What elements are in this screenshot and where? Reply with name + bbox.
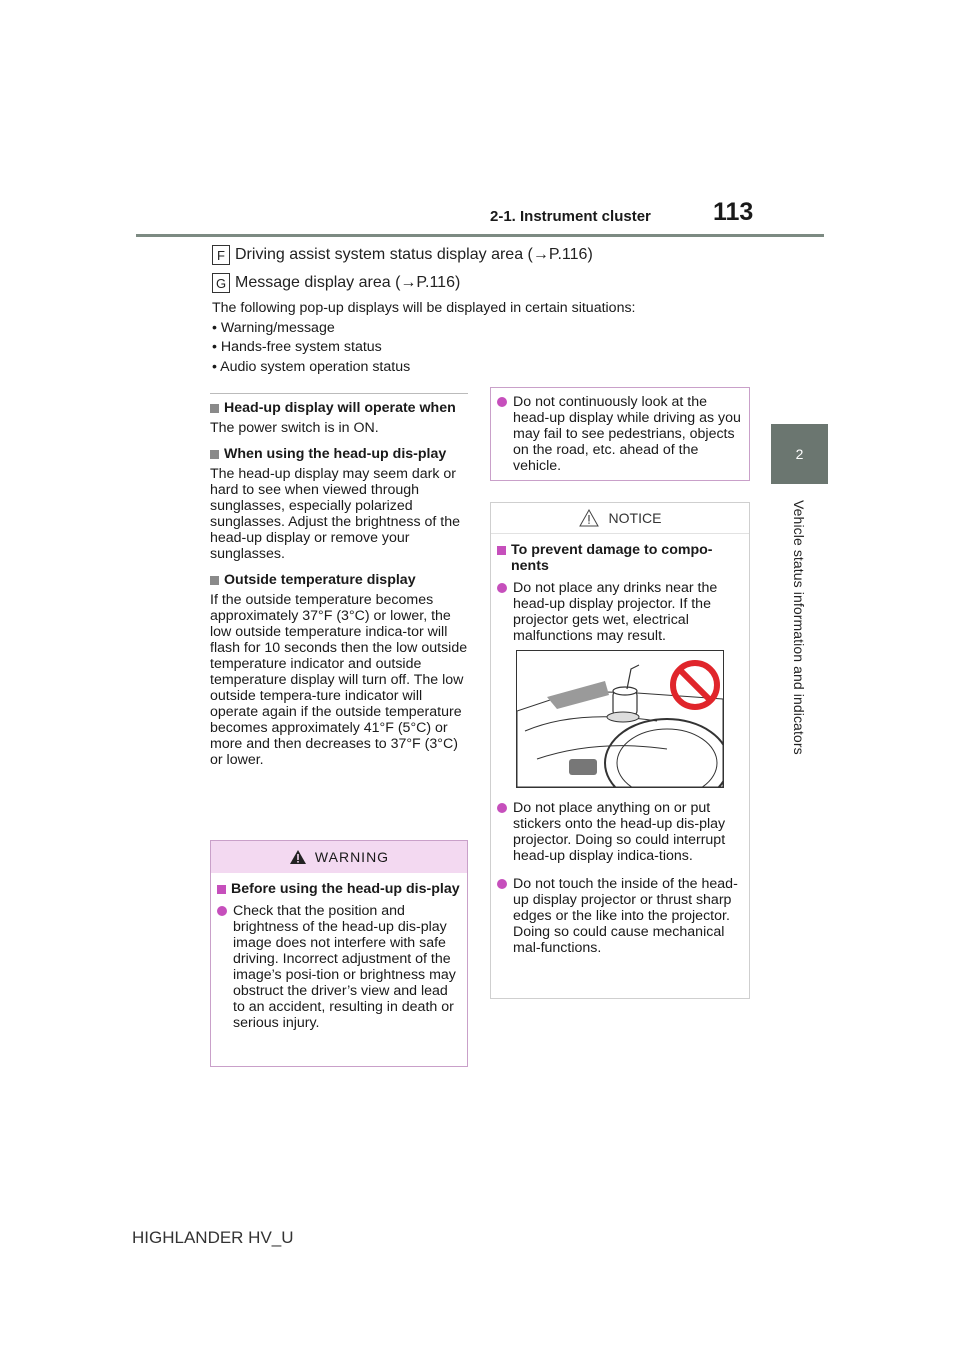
warning-box bbox=[210, 840, 468, 1067]
warning-bullet: Do not continuously look at the head-up display while driving as you may fail to see pedestrians, objects on the road, etc. ahead of the vehicle. bbox=[497, 394, 743, 474]
square-bullet-icon bbox=[497, 546, 506, 555]
dot-bullet-icon bbox=[497, 397, 507, 407]
callout-text: Driving assist system status display area (→P.116) bbox=[235, 246, 593, 263]
notice-heading: To prevent damage to compo-nents bbox=[497, 542, 743, 574]
notice-body bbox=[491, 534, 749, 956]
warning-label: WARNING bbox=[314, 849, 390, 865]
square-bullet-icon bbox=[210, 404, 219, 413]
warning-heading: Before using the head-up dis-play bbox=[217, 881, 461, 897]
intro-block bbox=[212, 299, 762, 377]
notice-bullet: Do not touch the inside of the head-up display projector or thrust sharp edges or the like into the projector. Doing so could cause mechanical mal-functions. bbox=[497, 876, 743, 956]
intro-text: The following pop-up displays will be displayed in certain situations: bbox=[212, 300, 636, 316]
notice-header bbox=[491, 503, 749, 534]
page-number: 113 bbox=[713, 198, 754, 226]
square-bullet-icon bbox=[217, 885, 226, 894]
warning-header bbox=[211, 841, 467, 873]
dashboard-illustration bbox=[517, 651, 723, 787]
notice-bullet: Do not place any drinks near the head-up display projector. If the projector gets wet, electrical malfunctions may result. bbox=[497, 580, 743, 644]
square-bullet-icon bbox=[210, 576, 219, 585]
left-column bbox=[210, 396, 468, 768]
notice-bullet: Do not place anything on or put stickers onto the head-up dis-play projector. Doing so could interrupt head-up display indica-tions. bbox=[497, 800, 743, 864]
dot-bullet-icon bbox=[497, 583, 507, 593]
notice-label: NOTICE bbox=[608, 510, 662, 526]
paragraph: The head-up display may seem dark or hard to see when viewed through sunglasses, especially polarized sunglasses. Adjust the brightness of the head-up display or remove your sunglasses. bbox=[210, 466, 461, 562]
footer-model: HIGHLANDER HV_U bbox=[132, 1228, 294, 1247]
intro-bullet: • Audio system operation status bbox=[212, 358, 411, 375]
dot-bullet-icon bbox=[217, 906, 227, 916]
callout-text: Message display area (→P.116) bbox=[235, 274, 461, 291]
paragraph: The power switch is in ON. bbox=[210, 420, 379, 436]
sub-heading: Head-up display will operate when bbox=[210, 400, 468, 416]
section-title: 2-1. Instrument cluster bbox=[490, 208, 651, 225]
paragraph: If the outside temperature becomes approximately 37°F (3°C) or lower, the low outside temperature indica-tor will flash for 10 seconds then the low outside temperature indicator and outside temperature display will turn off. The low outside tempera-ture indicator will operate again if the outside temperature becomes approximately 41°F (5°C) or more and then decreases to 37°F (3°C) or lower. bbox=[210, 592, 468, 768]
intro-bullet: • Hands-free system status bbox=[212, 339, 382, 355]
chapter-tab[interactable]: 2 bbox=[771, 424, 828, 484]
intro-bullet: • Warning/message bbox=[212, 319, 335, 336]
dot-bullet-icon bbox=[497, 803, 507, 813]
square-bullet-icon bbox=[210, 450, 219, 459]
notice-box bbox=[490, 502, 750, 999]
caution-triangle-icon bbox=[579, 509, 599, 527]
projector-drink-illustration bbox=[516, 650, 724, 788]
sub-heading: Outside temperature display bbox=[210, 572, 468, 588]
header-rule bbox=[136, 234, 824, 237]
dot-bullet-icon bbox=[497, 879, 507, 889]
warning-triangle-icon bbox=[289, 849, 307, 865]
warning-body bbox=[211, 873, 467, 1031]
column-rule bbox=[210, 393, 468, 394]
callout-g bbox=[212, 273, 460, 293]
chapter-title: Vehicle status information and indicators bbox=[791, 500, 807, 755]
warning-continued-box bbox=[490, 387, 750, 481]
sub-heading: When using the head-up dis-play bbox=[210, 446, 468, 462]
callout-letter: F bbox=[212, 245, 230, 265]
callout-letter: G bbox=[212, 273, 230, 293]
warning-bullet: Check that the position and brightness of the head-up dis-play image does not interfere with safe driving. Incorrect adjustment of the image’s posi-tion or brightness may obstruct the driver’s view and lead to an accident, resulting in death or serious injury. bbox=[217, 903, 461, 1031]
callout-f bbox=[212, 245, 593, 265]
